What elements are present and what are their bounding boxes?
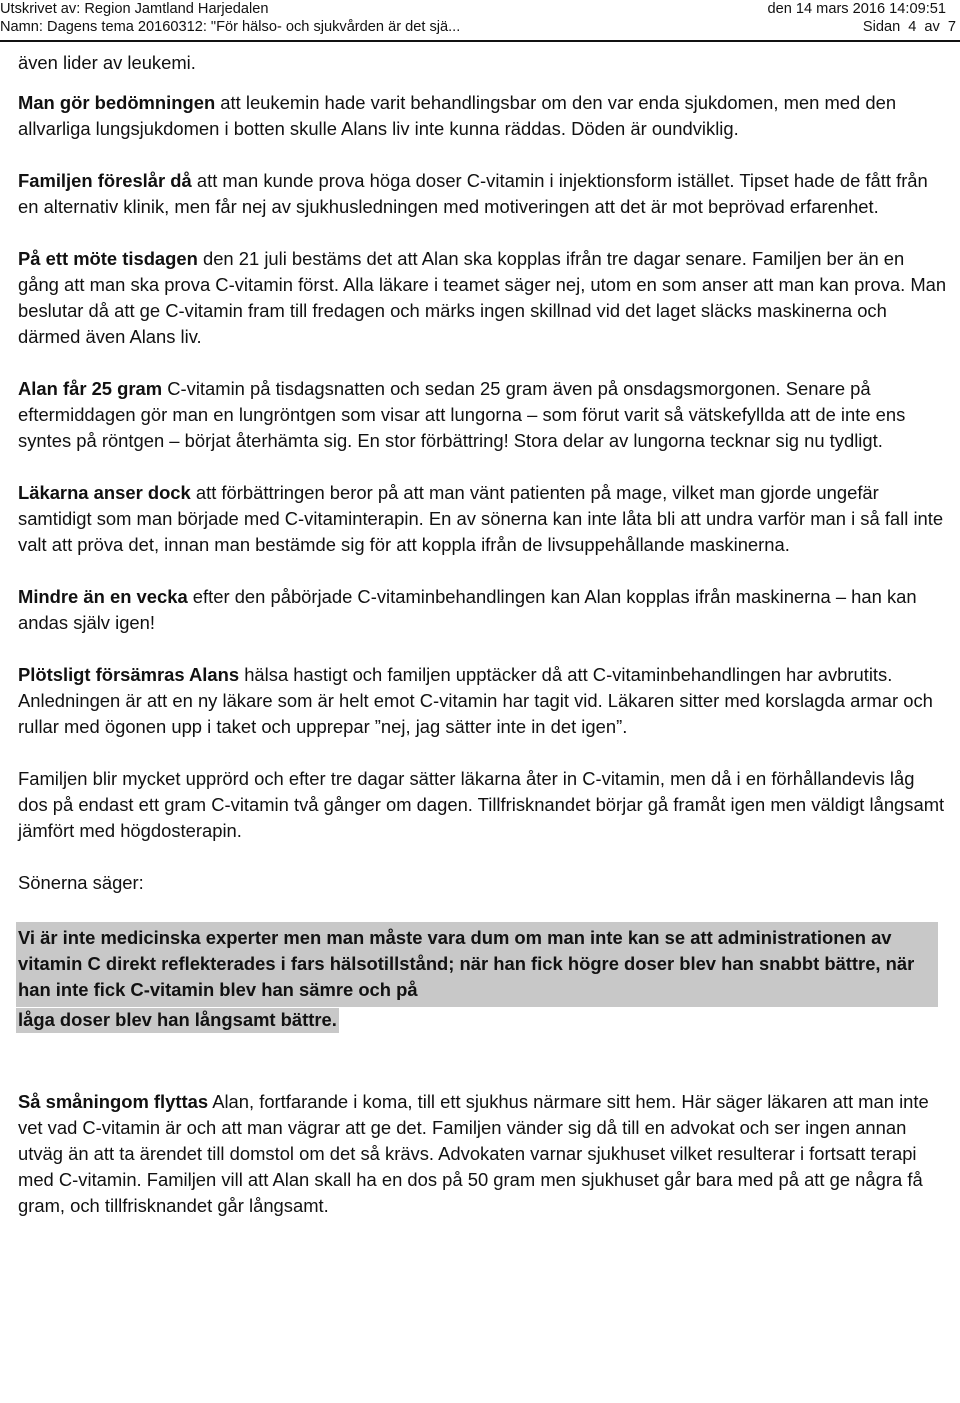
paragraph-3 bbox=[18, 168, 948, 220]
paragraph-10 bbox=[18, 870, 948, 896]
paragraph-text: Sönerna säger: bbox=[18, 872, 144, 893]
paragraph-text: Familjen blir mycket upprörd och efter tre dagar sätter läkarna åter in C-vitamin, men då i en förhållandevis låg dos på endast ett gram C-vitamin två gånger om dagen. Tillfrisknandet börjar gå framåt igen men väldigt långsamt jämfört med högdosterapin. bbox=[18, 768, 945, 841]
paragraph-2 bbox=[18, 90, 948, 142]
paragraph-lead: Mindre än en vecka bbox=[18, 586, 188, 607]
printed-by-label: Utskrivet av: Region Jamtland Harjedalen bbox=[0, 1, 269, 17]
paragraph-text: Alan, fortfarande i koma, till ett sjukhus närmare sitt hem. Här säger läkaren att man inte vet vad C-vitamin är och att man vägrar att ge det. Familjen vänder sig då till en advokat och ser ingen annan utväg än att ta ärendet till domstol om det så krävs. Advokaten varnar sjukhuset vilket resulterar i fortsatt terapi med C-vitamin. Familjen vill att Alan skall ha en dos på 50 gram men sjukhuset går bara med på att ge några få gram, och tillfrisknandet går långsamt. bbox=[18, 1091, 929, 1216]
print-header bbox=[0, 0, 960, 44]
quote-main-text: Vi är inte medicinska experter men man måste vara dum om man inte kan se att administrationen av vitamin C direkt reflekterades i fars hälsotillstånd; när han fick högre doser blev han snabbt bättre, när han inte fick C-vitamin blev han sämre och på bbox=[16, 922, 938, 1007]
paragraph-lead: Man gör bedömningen bbox=[18, 92, 216, 113]
paragraph-7 bbox=[18, 584, 948, 636]
print-date-time: den 14 mars 2016 14:09:51 bbox=[767, 1, 946, 17]
paragraph-text: att man kunde prova höga doser C-vitamin i injektionsform istället. Tipset hade de fått från en alternativ klinik, men får nej av sjukhusledningen med motiveringen att det är mot beprövad erfarenhet. bbox=[18, 170, 928, 217]
paragraph-1 bbox=[18, 50, 948, 76]
paragraph-5 bbox=[18, 376, 948, 454]
section-spacer bbox=[18, 1059, 948, 1089]
paragraph-text: även lider av leukemi. bbox=[18, 52, 196, 73]
highlighted-quote bbox=[18, 922, 948, 1033]
paragraph-text: den 21 juli bestäms det att Alan ska kopplas ifrån tre dagar senare. Familjen ber än en gång att man ska prova C-vitamin först. Alla läkare i teamet säger nej, utom en som anser att man kan prova. Man beslutar då att ge C-vitamin fram till fredagen och märks ingen skillnad vid det laget släcks maskinerna och därmed även Alans liv. bbox=[18, 248, 947, 347]
paragraph-text: efter den påbörjade C-vitaminbehandlingen kan Alan kopplas ifrån maskinerna – han kan andas själv igen! bbox=[18, 586, 917, 633]
paragraph-4 bbox=[18, 246, 948, 350]
quote-last-line: låga doser blev han långsamt bättre. bbox=[16, 1008, 339, 1033]
paragraph-text: att leukemin hade varit behandlingsbar om den var enda sjukdomen, men med den allvarliga lungsjukdomen i botten skulle Alans liv inte kunna räddas. Döden är oundviklig. bbox=[18, 92, 897, 139]
paragraph-8 bbox=[18, 662, 948, 740]
paragraph-9 bbox=[18, 766, 948, 844]
paragraph-text: att förbättringen beror på att man vänt patienten på mage, vilket man gjorde ungefär samtidigt som man började med C-vitaminterapin. En av sönerna kan inte låta bli att undra varför man i så fall inte valt att pröva det, innan man bestämde sig för att koppla ifrån de livsuppehållande maskinerna. bbox=[18, 482, 944, 555]
header-divider bbox=[0, 40, 960, 42]
paragraph-lead: Familjen föreslår då bbox=[18, 170, 192, 191]
paragraph-text: C-vitamin på tisdagsnatten och sedan 25 gram även på onsdagsmorgonen. Senare på eftermiddagen gör man en lungröntgen som visar att lungorna – som förut varit så vätskefyllda att de inte ens syntes på röntgen – börjat återhämta sig. En stor förbättring! Stora delar av lungorna tecknar sig nu tydligt. bbox=[18, 378, 906, 451]
paragraph-6 bbox=[18, 480, 948, 558]
paragraph-lead: Läkarna anser dock bbox=[18, 482, 191, 503]
paragraph-lead: Alan får 25 gram bbox=[18, 378, 163, 399]
paragraph-final bbox=[18, 1089, 948, 1219]
paragraph-lead: Plötsligt försämras Alans bbox=[18, 664, 240, 685]
document-name-label: Namn: Dagens tema 20160312: "För hälso- och sjukvården är det sjä... bbox=[0, 19, 461, 35]
page-number: Sidan 4 av 7 bbox=[862, 19, 956, 35]
paragraph-lead: Så småningom flyttas bbox=[18, 1091, 209, 1112]
paragraph-lead: På ett möte tisdagen bbox=[18, 248, 198, 269]
paragraph-text: hälsa hastigt och familjen upptäcker då att C-vitaminbehandlingen har avbrutits. Anledningen är att en ny läkare som är helt emot C-vitamin har tagit vid. Läkaren sitter med korslagda armar och rullar med ögonen upp i taket och upprepar ”nej, jag sätter inte in det igen”. bbox=[18, 664, 933, 737]
document-body bbox=[18, 50, 948, 1245]
